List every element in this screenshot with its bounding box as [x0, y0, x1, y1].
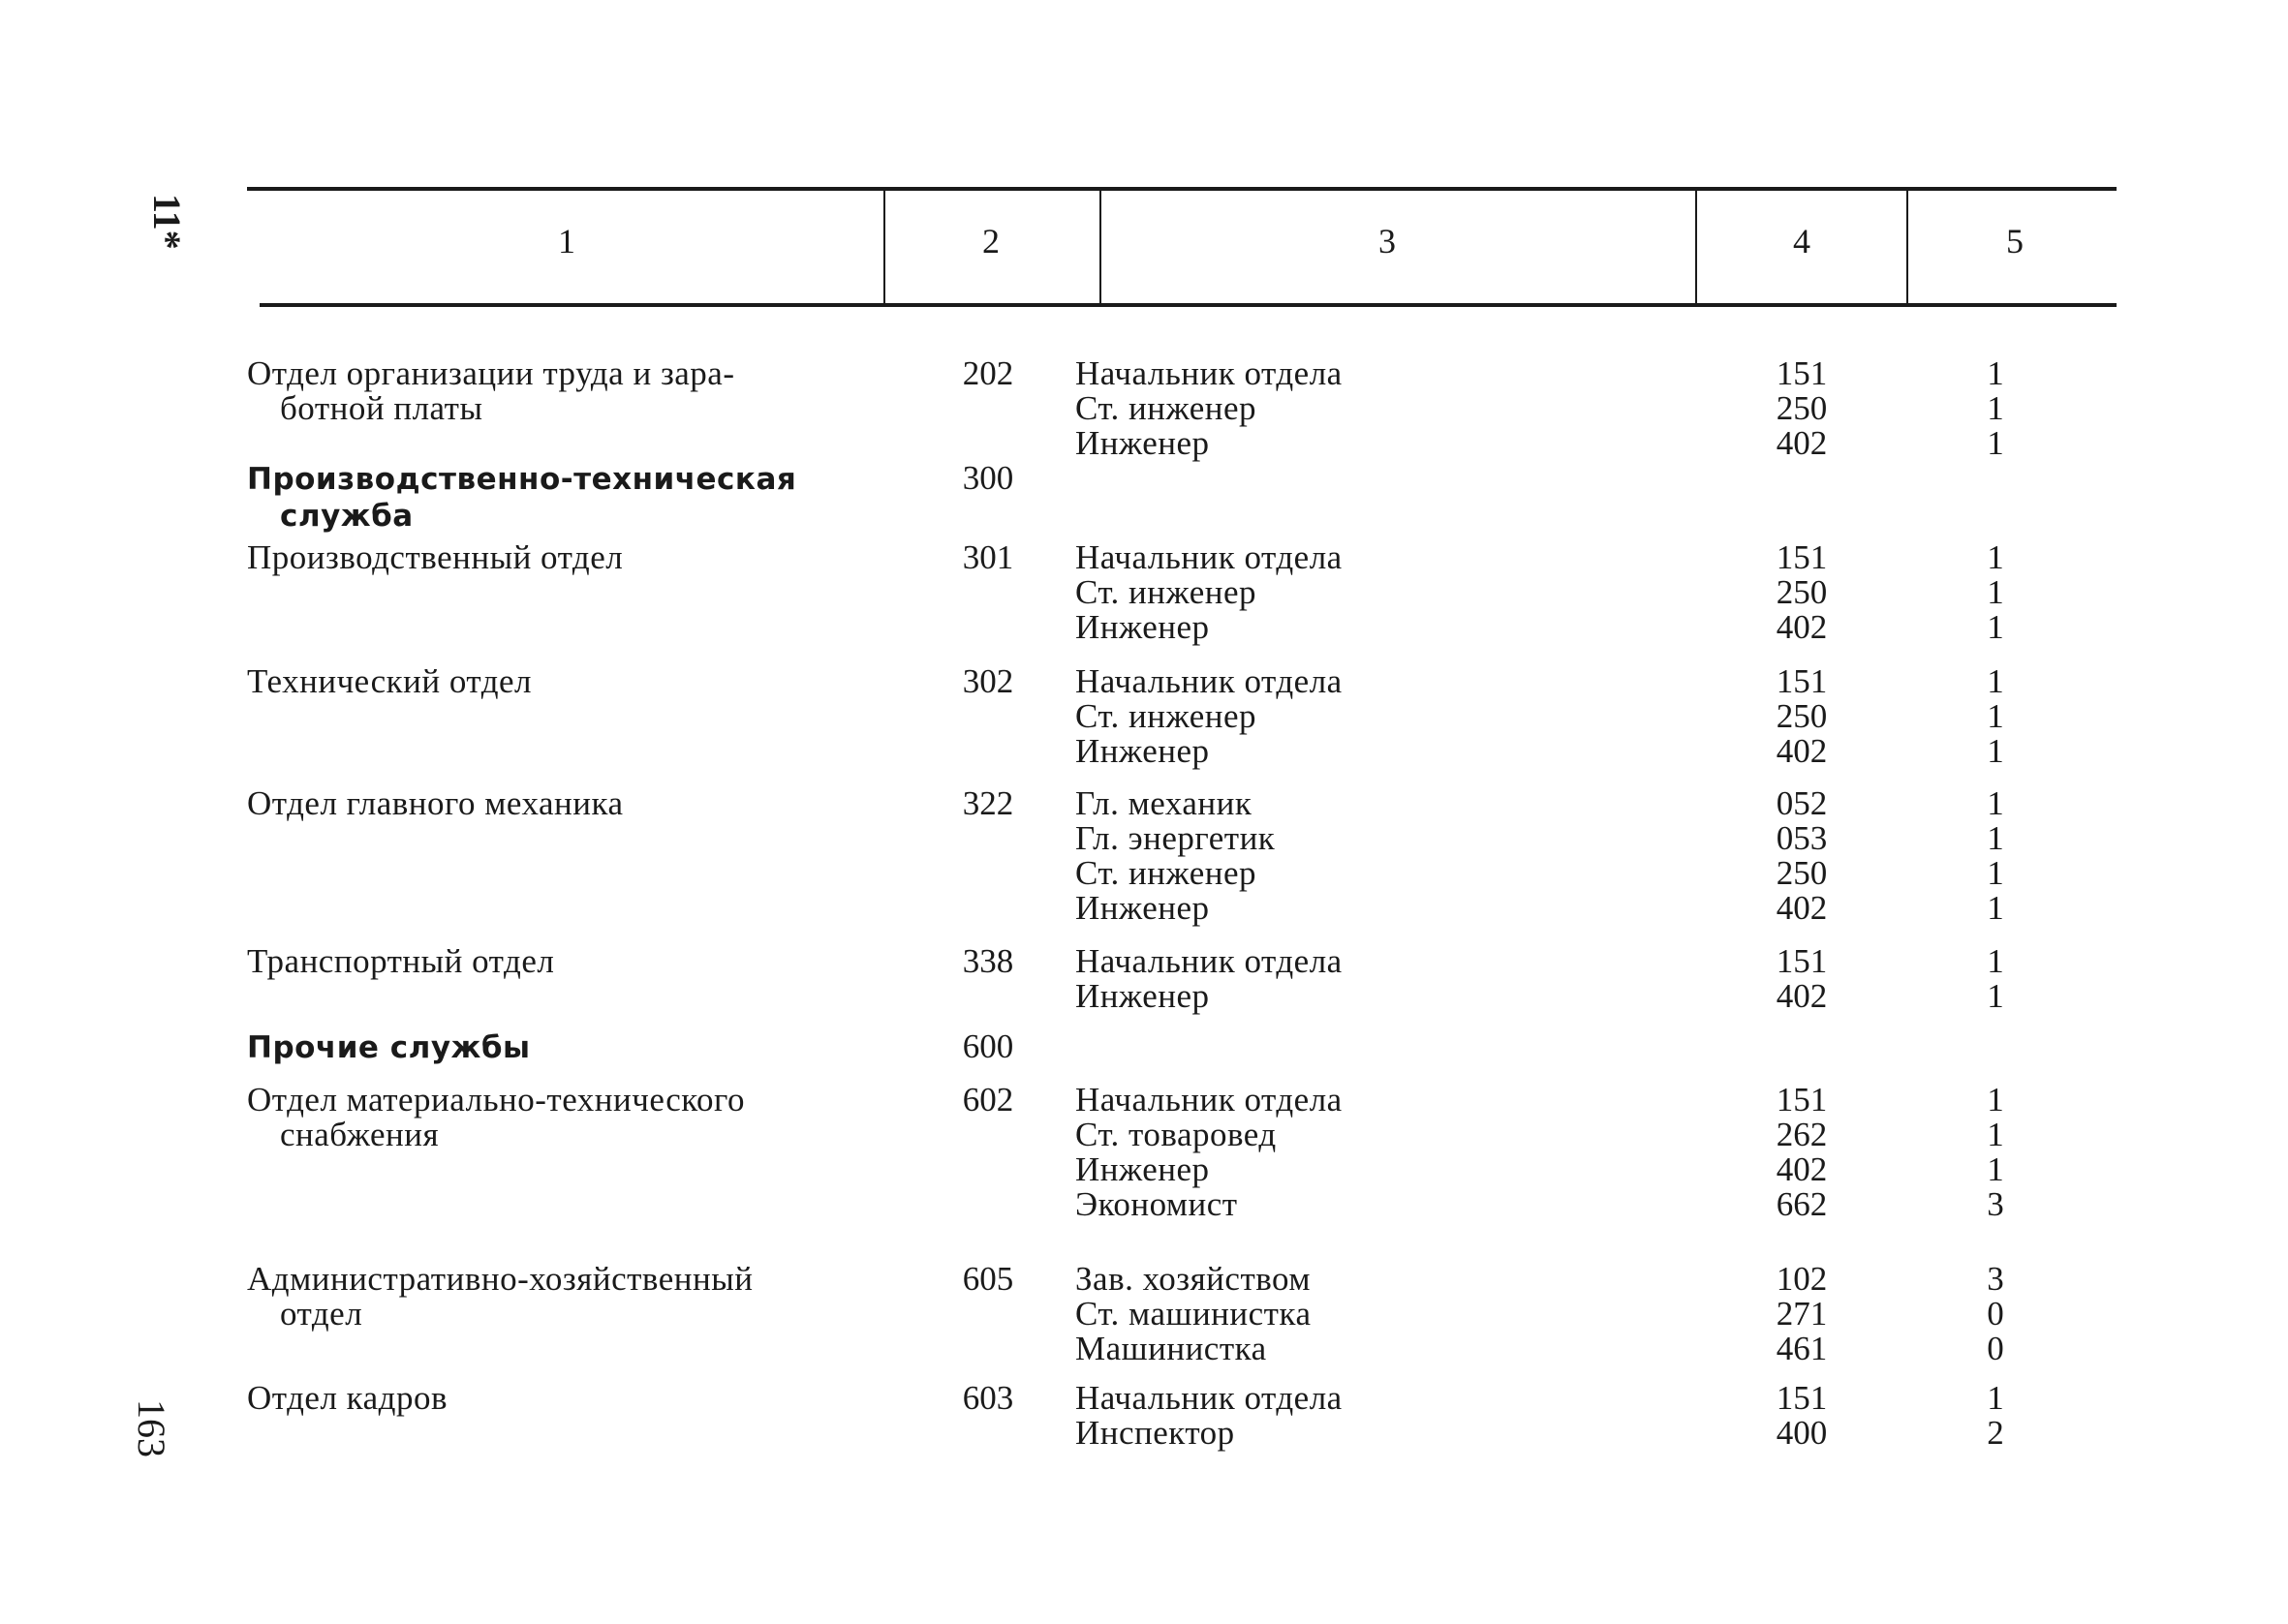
position-code: 102 [1776, 1260, 1828, 1298]
signature-mark: 11* [145, 194, 189, 250]
column-header-2: 2 [982, 222, 1000, 260]
position-title: Ст. товаровед [1075, 1116, 1277, 1153]
position-codes-list [1724, 356, 1879, 461]
quantity: 1 [1987, 573, 2004, 611]
position-title: Начальник отдела [1075, 1081, 1343, 1118]
department-name-line: Прочие службы [247, 1030, 531, 1065]
position-code: 250 [1776, 697, 1828, 735]
column-header-5: 5 [2006, 222, 2024, 260]
column-separator [1906, 191, 1908, 303]
department-name-line: Производственно-техническая [247, 462, 797, 497]
quantity: 1 [1987, 732, 2004, 770]
quantity: 1 [1987, 977, 2004, 1015]
position-title: Машинистка [1075, 1330, 1267, 1367]
position-code: 402 [1776, 608, 1828, 646]
quantity: 1 [1987, 608, 2004, 646]
department-name [247, 1262, 828, 1332]
department-code: 600 [962, 1027, 1014, 1065]
position-title: Инженер [1075, 424, 1210, 462]
quantity: 1 [1987, 942, 2004, 980]
department-code: 302 [962, 662, 1014, 700]
position-code: 461 [1776, 1330, 1828, 1367]
quantity: 1 [1987, 697, 2004, 735]
department-code: 605 [962, 1260, 1014, 1298]
quantity: 0 [1987, 1295, 2004, 1333]
position-code: 262 [1776, 1116, 1828, 1153]
position-code: 250 [1776, 389, 1828, 427]
position-code: 402 [1776, 1150, 1828, 1188]
quantity: 3 [1987, 1185, 2004, 1223]
quantities-list [1937, 786, 2054, 926]
column-separator [1099, 191, 1101, 303]
quantities-list [1937, 1262, 2054, 1366]
department-name-line: Отдел главного механика [247, 784, 624, 822]
page-number: 163 [130, 1399, 173, 1457]
positions-list [1075, 786, 1656, 926]
position-title: Начальник отдела [1075, 354, 1343, 392]
position-code: 151 [1776, 1081, 1828, 1118]
quantity: 1 [1987, 889, 2004, 927]
department-name-line: Отдел кадров [247, 1379, 448, 1417]
department-name-line: Отдел материально-технического [247, 1081, 746, 1118]
quantity: 1 [1987, 538, 2004, 576]
department-name-line: Производственный отдел [247, 538, 624, 576]
department-code: 338 [962, 942, 1014, 980]
positions-list [1075, 664, 1656, 769]
position-title: Начальник отдела [1075, 662, 1343, 700]
department-name-line: Отдел организации труда и зара- [247, 354, 735, 392]
position-code: 151 [1776, 538, 1828, 576]
department-name [247, 786, 828, 821]
positions-list [1075, 944, 1656, 1014]
position-title: Инженер [1075, 1150, 1210, 1188]
position-code: 402 [1776, 977, 1828, 1015]
department-name [247, 356, 828, 426]
column-separator [883, 191, 885, 303]
position-codes-list [1724, 664, 1879, 769]
position-code: 402 [1776, 424, 1828, 462]
position-code: 151 [1776, 354, 1828, 392]
quantities-list [1937, 1083, 2054, 1222]
table-top-rule [247, 187, 2117, 191]
department-name-line: Административно-хозяйственный [247, 1260, 754, 1298]
quantity: 1 [1987, 819, 2004, 857]
position-title: Гл. энергетик [1075, 819, 1276, 857]
position-title: Начальник отдела [1075, 942, 1343, 980]
department-code: 603 [962, 1379, 1014, 1417]
positions-list [1075, 1083, 1656, 1222]
department-name-line: ботной платы [280, 389, 483, 427]
quantity: 1 [1987, 1116, 2004, 1153]
quantity: 1 [1987, 1150, 2004, 1188]
column-header-4: 4 [1793, 222, 1810, 260]
position-code: 400 [1776, 1414, 1828, 1452]
quantity: 1 [1987, 662, 2004, 700]
quantity: 2 [1987, 1414, 2004, 1452]
position-code: 402 [1776, 889, 1828, 927]
department-name-line: служба [280, 499, 414, 534]
position-title: Начальник отдела [1075, 1379, 1343, 1417]
quantity: 1 [1987, 354, 2004, 392]
position-title: Инженер [1075, 977, 1210, 1015]
position-title: Экономист [1075, 1185, 1238, 1223]
position-codes-list [1724, 1083, 1879, 1222]
position-codes-list [1724, 1381, 1879, 1451]
position-title: Начальник отдела [1075, 538, 1343, 576]
department-code: 202 [962, 354, 1014, 392]
department-code: 602 [962, 1081, 1014, 1118]
quantity: 1 [1987, 424, 2004, 462]
position-code: 151 [1776, 1379, 1828, 1417]
position-code: 151 [1776, 662, 1828, 700]
department-name-line: Транспортный отдел [247, 942, 555, 980]
position-title: Гл. механик [1075, 784, 1252, 822]
quantities-list [1937, 1381, 2054, 1451]
position-title: Инженер [1075, 889, 1210, 927]
positions-list [1075, 1381, 1656, 1451]
quantity: 0 [1987, 1330, 2004, 1367]
position-code: 053 [1776, 819, 1828, 857]
department-name [247, 1381, 828, 1416]
quantity: 1 [1987, 1081, 2004, 1118]
column-separator [1695, 191, 1697, 303]
position-codes-list [1724, 944, 1879, 1014]
quantity: 1 [1987, 389, 2004, 427]
section-heading [247, 1029, 828, 1066]
position-code: 662 [1776, 1185, 1828, 1223]
quantities-list [1937, 944, 2054, 1014]
position-title: Ст. инженер [1075, 573, 1257, 611]
positions-list [1075, 540, 1656, 645]
quantities-list [1937, 540, 2054, 645]
position-title: Ст. инженер [1075, 697, 1257, 735]
department-name-line: Технический отдел [247, 662, 533, 700]
column-header-1: 1 [558, 222, 575, 260]
position-title: Инженер [1075, 608, 1210, 646]
position-code: 271 [1776, 1295, 1828, 1333]
position-code: 250 [1776, 573, 1828, 611]
table-header-rule [260, 303, 2117, 307]
department-name [247, 944, 828, 979]
section-heading [247, 461, 828, 535]
department-name [247, 1083, 828, 1152]
quantity: 1 [1987, 1379, 2004, 1417]
position-codes-list [1724, 540, 1879, 645]
department-name [247, 664, 828, 699]
department-code: 301 [962, 538, 1014, 576]
quantity: 1 [1987, 784, 2004, 822]
position-code: 402 [1776, 732, 1828, 770]
position-title: Ст. инженер [1075, 854, 1257, 892]
quantities-list [1937, 664, 2054, 769]
department-name-line: снабжения [280, 1116, 440, 1153]
position-code: 052 [1776, 784, 1828, 822]
position-title: Ст. машинистка [1075, 1295, 1312, 1333]
position-code: 250 [1776, 854, 1828, 892]
department-code: 322 [962, 784, 1014, 822]
quantities-list [1937, 356, 2054, 461]
positions-list [1075, 1262, 1656, 1366]
position-title: Инспектор [1075, 1414, 1235, 1452]
position-code: 151 [1776, 942, 1828, 980]
department-name [247, 540, 828, 575]
position-codes-list [1724, 786, 1879, 926]
quantity: 3 [1987, 1260, 2004, 1298]
positions-list [1075, 356, 1656, 461]
column-header-3: 3 [1378, 222, 1396, 260]
quantity: 1 [1987, 854, 2004, 892]
department-code: 300 [962, 459, 1014, 497]
position-title: Ст. инженер [1075, 389, 1257, 427]
department-name-line: отдел [280, 1295, 363, 1333]
position-title: Зав. хозяйством [1075, 1260, 1312, 1298]
position-codes-list [1724, 1262, 1879, 1366]
position-title: Инженер [1075, 732, 1210, 770]
